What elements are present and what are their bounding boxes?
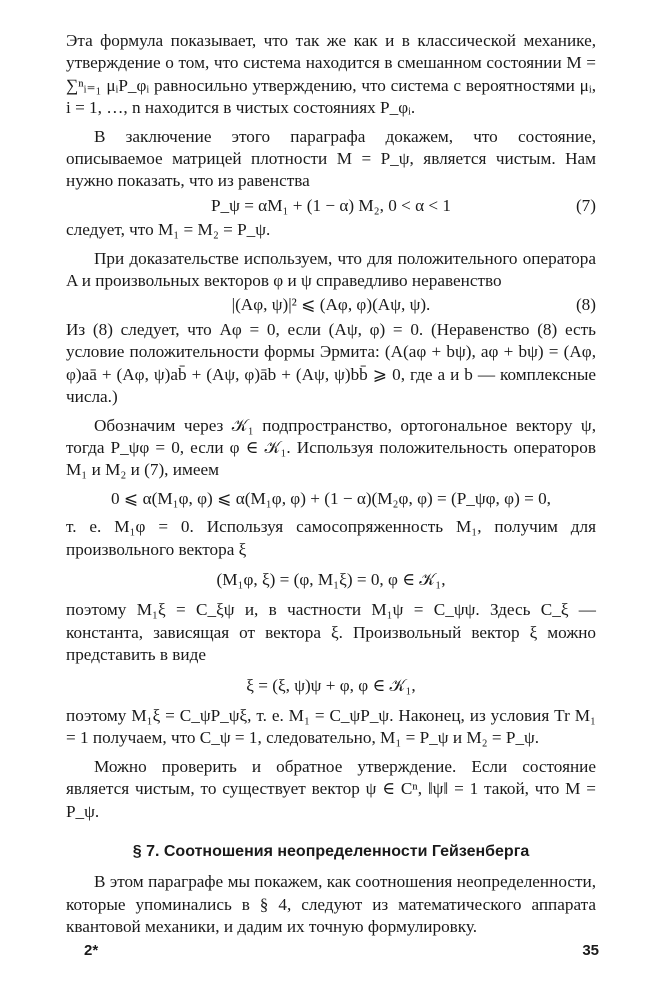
equation-8 xyxy=(66,294,596,316)
paragraph-positive-operator: При доказательстве используем, что для положительного оператора A и произвольных векторов φ и ψ справедливо неравенство xyxy=(66,248,596,291)
equation-8-text: |(Aφ, ψ)|² ⩽ (Aφ, φ)(Aψ, ψ). xyxy=(231,295,431,315)
equation-7-number: (7) xyxy=(575,195,596,215)
paragraph-self-adjoint: т. е. M₁φ = 0. Используя самосопряженность M₁, получим для произвольного вектора ξ xyxy=(66,517,596,559)
paragraph-section-intro: В этом параграфе мы покажем, как соотношения неопределенности, которые упоминались в § 4, следуют из математического аппарата квантовой механики, и дадим их точную формулировку. xyxy=(66,872,596,937)
equation-orthogonality: (M₁φ, ξ) = (φ, M₁ξ) = 0, φ ∈ 𝒦₁, xyxy=(216,569,446,589)
paragraph-hermite-form: Из (8) следует, что Aφ = 0, если (Aψ, φ) = 0. (Неравенство (8) есть условие положительности формы Эрмита: (A(aφ + bψ), aφ + bψ) = (Aφ, φ)aā + (Aφ, ψ)ab̄ + (Aψ, φ)āb + (Aψ, ψ)bb̄ ⩾ 0, где a и b — комплексные числа.) xyxy=(66,319,596,407)
equation-8-number: (8) xyxy=(575,295,596,315)
paragraph-converse: Можно проверить и обратное утверждение. Если состояние является чистым, то существует вектор ψ ∈ Cⁿ, ‖ψ‖ = 1 такой, что M = P_ψ. xyxy=(66,756,596,821)
signature-mark: 2* xyxy=(84,942,99,959)
equation-7 xyxy=(66,195,596,217)
page-number: 35 xyxy=(582,942,599,959)
paragraph-mixed-state: Эта формула показывает, что так же как и в классической механике, утверждение о том, что система находится в смешанном состоянии M = ∑ⁿᵢ₌₁ μᵢP_φᵢ равносильно утверждению, что система с вероятностями μᵢ, i = 1, …, n находится в чистых состояниях P_φᵢ. xyxy=(66,31,596,118)
equation-7-text: P_ψ = αM₁ + (1 − α) M₂, 0 < α < 1 xyxy=(210,195,452,215)
paragraph-subspace: Обозначим через 𝒦₁ подпространство, ортогональное вектору ψ, тогда P_ψφ = 0, если φ ∈ 𝒦₁. Используя положительность операторов M₁ и M₂ и (7), имеем xyxy=(66,415,596,480)
paragraph-follows: следует, что M₁ = M₂ = P_ψ. xyxy=(66,220,271,240)
equation-inequality-chain: 0 ⩽ α(M₁φ, φ) ⩽ α(M₁φ, φ) + (1 − α)(M₂φ, φ) = (P_ψφ, φ) = 0, xyxy=(111,488,551,508)
paragraph-conclusion: поэтому M₁ξ = C_ψP_ψξ, т. е. M₁ = C_ψP_ψ. Наконец, из условия Tr M₁ = 1 получаем, что C_ψ = 1, следовательно, M₁ = P_ψ и M₂ = P_ψ. xyxy=(66,705,596,748)
page-content xyxy=(66,30,596,939)
paragraph-pure-state-intro: В заключение этого параграфа докажем, что состояние, описываемое матрицей плотности M = P_ψ, является чистым. Нам нужно показать, что из равенства xyxy=(66,126,596,191)
section-heading: § 7. Соотношения неопределенности Гейзенберга xyxy=(132,843,530,860)
paragraph-constant: поэтому M₁ξ = C_ξψ и, в частности M₁ψ = C_ψψ. Здесь C_ξ — константа, зависящая от вектора ξ. Произвольный вектор ξ можно представить в виде xyxy=(66,600,596,665)
equation-decomposition: ξ = (ξ, ψ)ψ + φ, φ ∈ 𝒦₁, xyxy=(246,675,416,695)
